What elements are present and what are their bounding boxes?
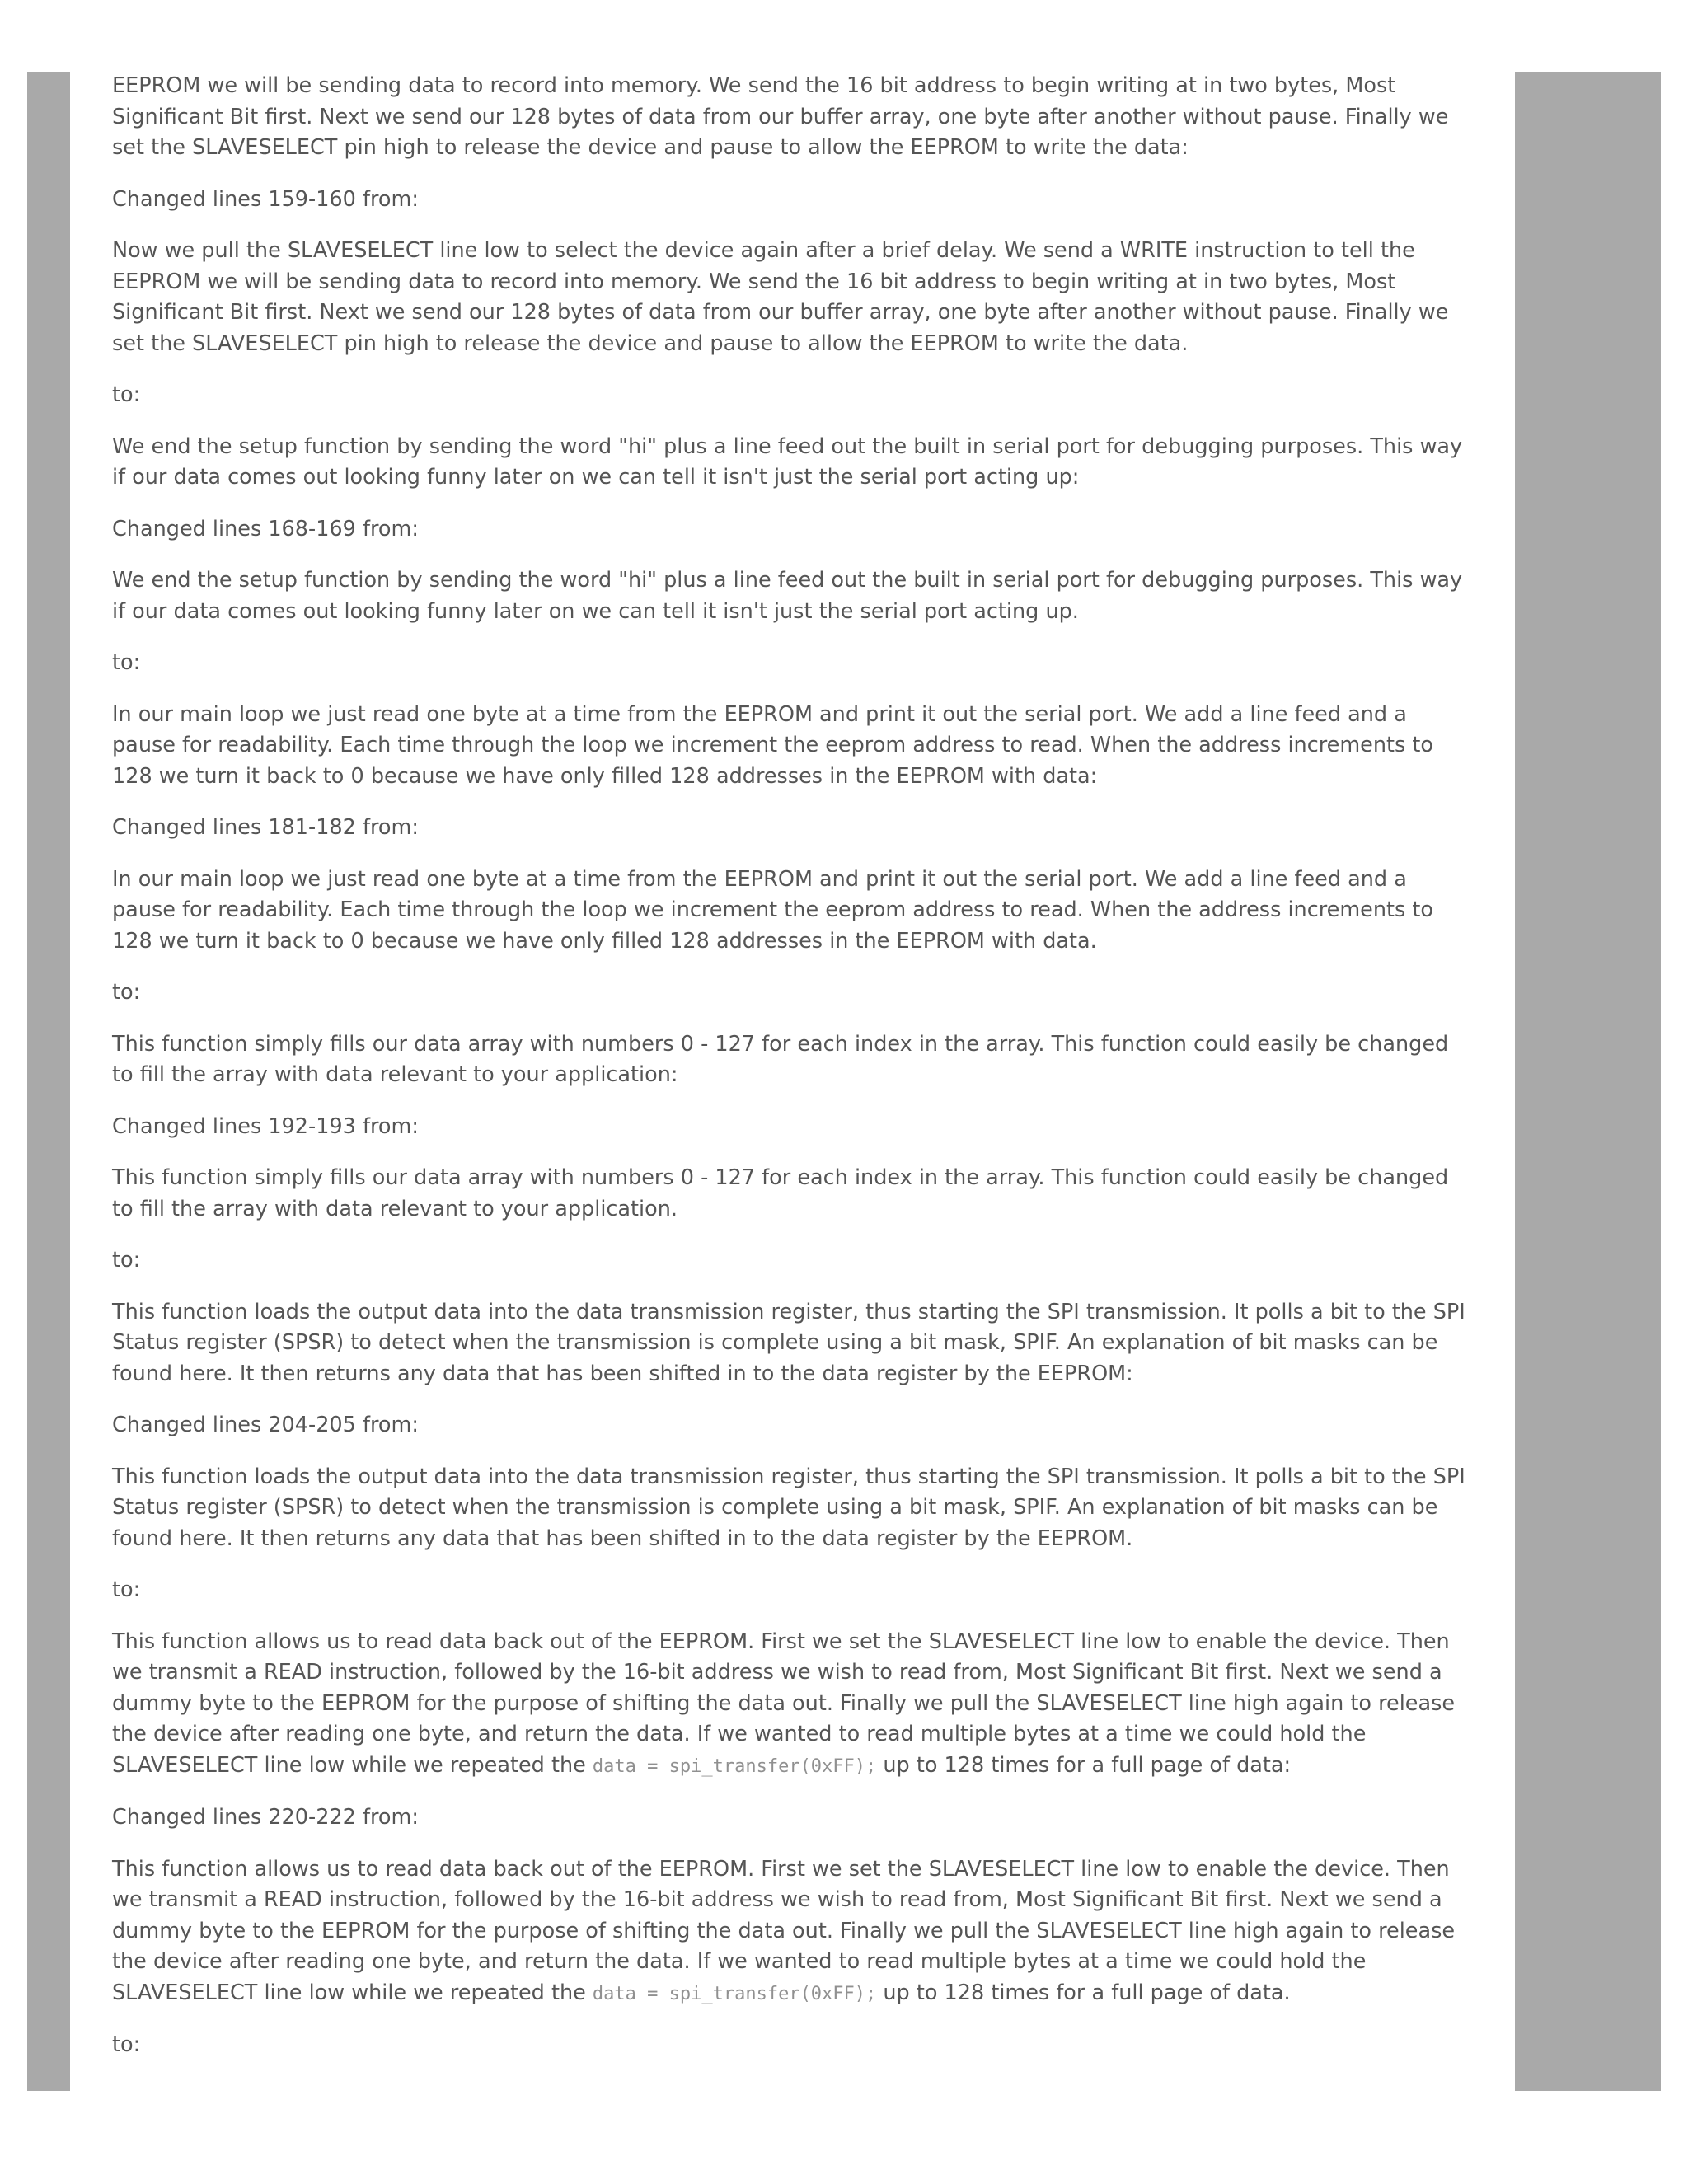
inline-code: data = spi_transfer(0xFF);: [592, 1755, 877, 1777]
paragraph: [112, 1627, 1472, 1783]
paragraph-text: This function allows us to read data back out of the EEPROM. First we set the SLAVESELECT line low to enable the device. Then we transmit a READ instruction, followed by the 16-bit address we wish to read from, Most Significant Bit first. Next we send a dummy byte to the EEPROM for the purpose of shifting the data out. Finally we pull the SLAVESELECT line high again to release the device after reading one byte, and return the data. If we wanted to read multiple bytes at a time we could hold the SLAVESELECT line low while we repeated the: [112, 1856, 1456, 2005]
change-note: Changed lines 181-182 from:: [112, 815, 419, 840]
change-note: to:: [112, 1248, 141, 1272]
inline-code: data = spi_transfer(0xFF);: [592, 1983, 877, 2004]
change-note: to:: [112, 1577, 141, 1602]
change-note: Changed lines 204-205 from:: [112, 1413, 419, 1437]
change-note: Changed lines 220-222 from:: [112, 1805, 419, 1830]
paragraph-text: up to 128 times for a full page of data.: [876, 1980, 1291, 2005]
paragraph: Now we pull the SLAVESELECT line low to select the device again after a brief delay. We send a WRITE instruction to tell the EEPROM we will be sending data to record into memory. We send the 16 bit address to begin writing at in two bytes, Most Significant Bit first. Next we send our 128 bytes of data from our buffer array, one byte after another without pause. Finally we set the SLAVESELECT pin high to release the device and pause to allow the EEPROM to write the data.: [112, 238, 1449, 356]
paragraph: [112, 1854, 1472, 2010]
change-note: Changed lines 159-160 from:: [112, 186, 419, 212]
paragraph: This function simply fills our data array with numbers 0 - 127 for each index in the array. This function could easily be changed to fill the array with data relevant to your application:: [112, 1031, 1449, 1087]
paragraph: EEPROM we will be sending data to record into memory. We send the 16 bit address to begin writing at in two bytes, Most Significant Bit first. Next we send our 128 bytes of data from our buffer array, one byte after another without pause. Finally we set the SLAVESELECT pin high to release the device and pause to allow the EEPROM to write the data:: [112, 73, 1449, 160]
paragraph: In our main loop we just read one byte at a time from the EEPROM and print it out the serial port. We add a line feed and a pause for readability. Each time through the loop we increment the eeprom address to read. When the address increments to 128 we turn it back to 0 because we have only filled 128 addresses in the EEPROM with data:: [112, 701, 1434, 789]
paragraph: This function loads the output data into the data transmission register, thus starting the SPI transmission. It polls a bit to the SPI Status register (SPSR) to detect when the transmission is complete using a bit mask, SPIF. An explanation of bit masks can be found here. It then returns any data that has been shifted in to the data register by the EEPROM.: [112, 1464, 1465, 1551]
change-note: to:: [112, 650, 141, 675]
right-sidebar: [1515, 72, 1661, 2091]
change-note: to:: [112, 980, 141, 1005]
paragraph: This function simply fills our data array with numbers 0 - 127 for each index in the array. This function could easily be changed to fill the array with data relevant to your application.: [112, 1165, 1449, 1221]
paragraph-text: up to 128 times for a full page of data:: [876, 1752, 1292, 1778]
left-sidebar: [27, 72, 70, 2091]
paragraph: In our main loop we just read one byte at a time from the EEPROM and print it out the serial port. We add a line feed and a pause for readability. Each time through the loop we increment the eeprom address to read. When the address increments to 128 we turn it back to 0 because we have only filled 128 addresses in the EEPROM with data.: [112, 866, 1434, 954]
page-content: [112, 71, 1472, 2082]
change-note: to:: [112, 382, 141, 407]
change-note: Changed lines 192-193 from:: [112, 1113, 419, 1139]
paragraph-text: This function allows us to read data back out of the EEPROM. First we set the SLAVESELECT line low to enable the device. Then we transmit a READ instruction, followed by the 16-bit address we wish to read from, Most Significant Bit first. Next we send a dummy byte to the EEPROM for the purpose of shifting the data out. Finally we pull the SLAVESELECT line high again to release the device after reading one byte, and return the data. If we wanted to read multiple bytes at a time we could hold the SLAVESELECT line low while we repeated the: [112, 1629, 1456, 1778]
paragraph: This function loads the output data into the data transmission register, thus starting the SPI transmission. It polls a bit to the SPI Status register (SPSR) to detect when the transmission is complete using a bit mask, SPIF. An explanation of bit masks can be found here. It then returns any data that has been shifted in to the data register by the EEPROM:: [112, 1299, 1465, 1386]
paragraph: We end the setup function by sending the word "hi" plus a line feed out the built in serial port for debugging purposes. This way if our data comes out looking funny later on we can tell it isn't just the serial port acting up:: [112, 434, 1463, 490]
change-note: to:: [112, 2032, 141, 2057]
paragraph: We end the setup function by sending the word "hi" plus a line feed out the built in serial port for debugging purposes. This way if our data comes out looking funny later on we can tell it isn't just the serial port acting up.: [112, 568, 1463, 624]
change-note: Changed lines 168-169 from:: [112, 516, 419, 541]
